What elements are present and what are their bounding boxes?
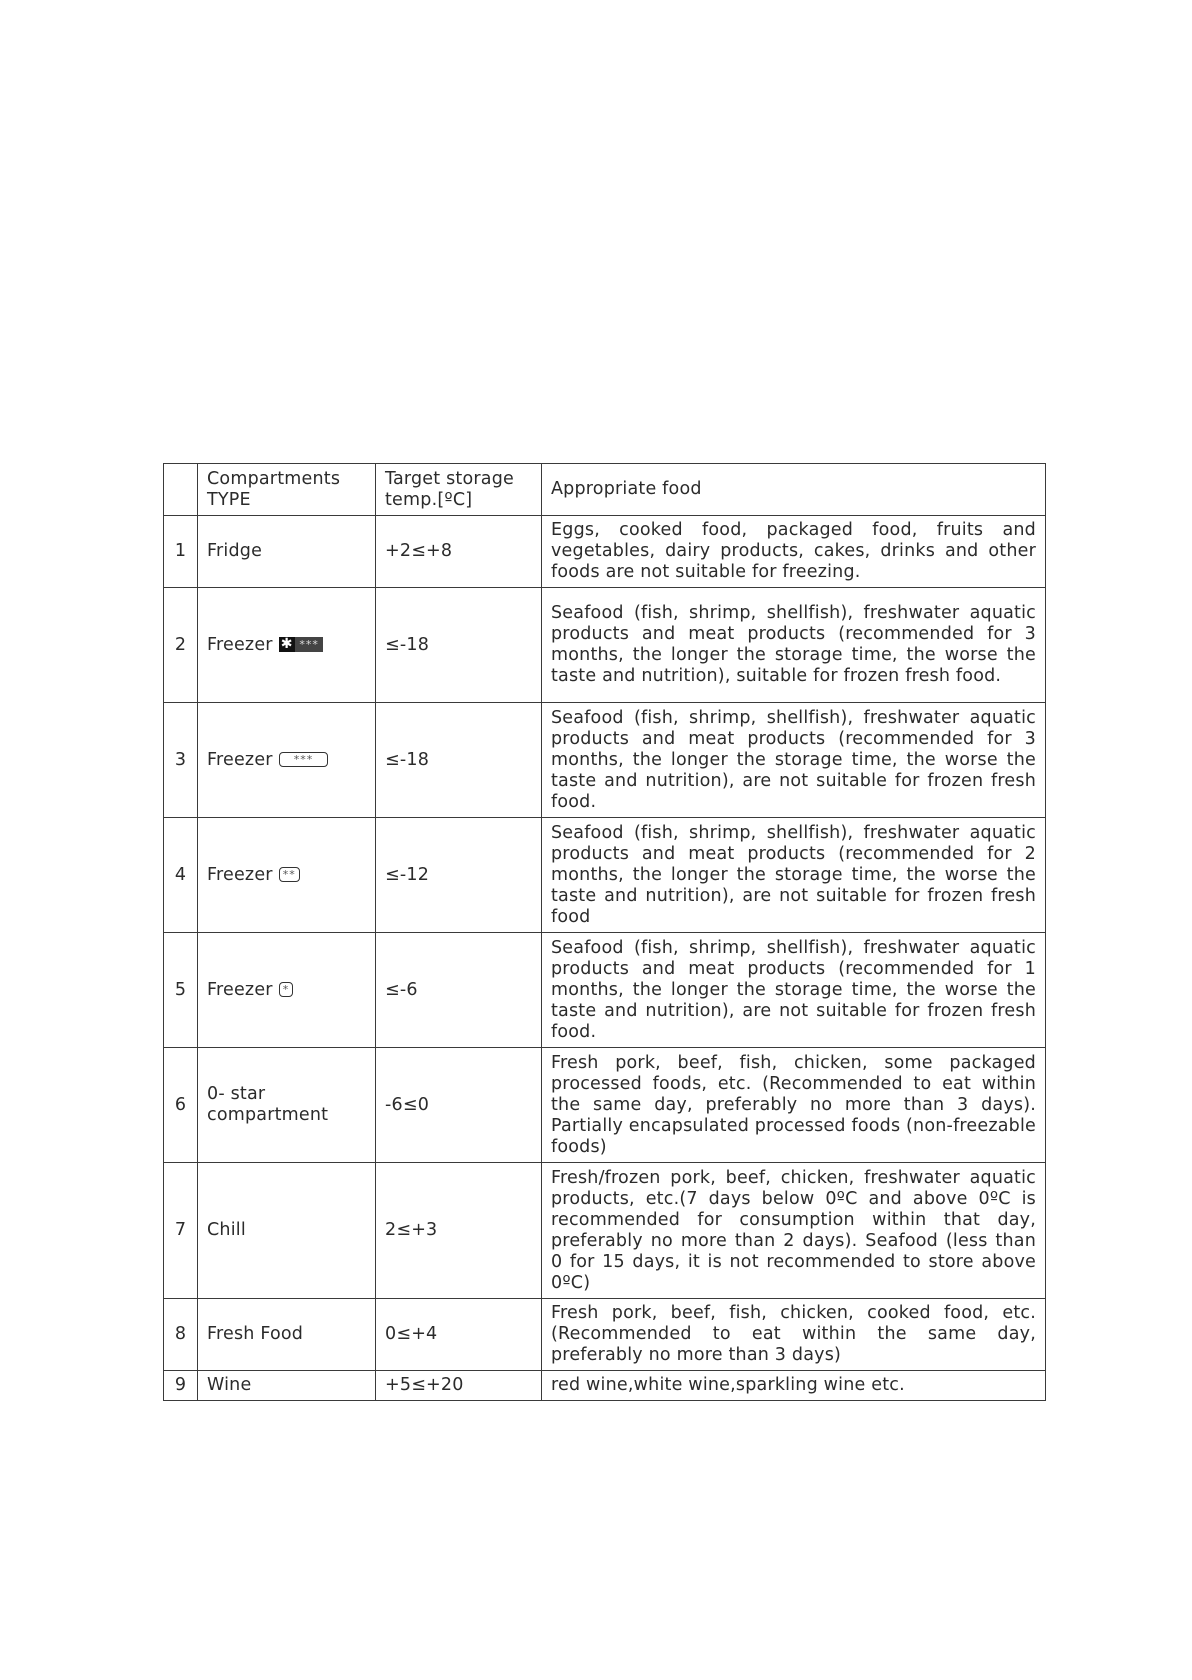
compartment-type-cell [198,818,376,933]
compartment-type: Fridge [198,516,376,588]
table-row [164,1371,1046,1401]
header-compartment-type: Compartments TYPE [198,464,376,516]
target-temp: ≤-12 [376,818,542,933]
target-temp: -6≤0 [376,1048,542,1163]
stars-icon: ** [279,867,300,882]
compartment-type: Fresh Food [198,1299,376,1371]
table-header-row [164,464,1046,516]
header-appropriate-food: Appropriate food [542,464,1046,516]
storage-table [163,463,1046,1401]
target-temp: ≤-6 [376,933,542,1048]
compartment-type: 0- star compartment [198,1048,376,1163]
compartment-type: Freezer [207,749,273,770]
target-temp: +2≤+8 [376,516,542,588]
target-temp: 0≤+4 [376,1299,542,1371]
appropriate-food: Seafood (fish, shrimp, shellfish), freshwater aquatic products and meat products (recommended for 3 months, the longer the storage time, the worse the taste and nutrition), suitable for frozen fresh food. [542,588,1046,703]
compartment-type-cell [198,933,376,1048]
appropriate-food: Seafood (fish, shrimp, shellfish), freshwater aquatic products and meat products (recommended for 2 months, the longer the storage time, the worse the taste and nutrition), are not suitable for frozen fresh food [542,818,1046,933]
compartment-type: Chill [198,1163,376,1299]
compartment-type: Freezer [207,864,273,885]
target-temp: ≤-18 [376,588,542,703]
table-row [164,1299,1046,1371]
snowflake-icon: ✱ [280,636,294,652]
row-number: 5 [164,933,198,1048]
row-number: 9 [164,1371,198,1401]
appropriate-food: Seafood (fish, shrimp, shellfish), freshwater aquatic products and meat products (recommended for 1 months, the longer the storage time, the worse the taste and nutrition), are not suitable for frozen fresh food. [542,933,1046,1048]
row-number: 1 [164,516,198,588]
row-number: 7 [164,1163,198,1299]
appropriate-food: Fresh/frozen pork, beef, chicken, freshwater aquatic products, etc.(7 days below 0ºC and above 0ºC is recommended for consumption within that day, preferably no more than 2 days). Seafood (less than 0 for 15 days, it is not recommended to store above 0ºC) [542,1163,1046,1299]
one-star-freezer-icon [279,982,294,997]
two-star-freezer-icon [279,867,300,882]
table-row [164,588,1046,703]
row-number: 4 [164,818,198,933]
row-number: 6 [164,1048,198,1163]
three-star-freezer-icon [279,752,329,767]
row-number: 3 [164,703,198,818]
appropriate-food: red wine,white wine,sparkling wine etc. [542,1371,1046,1401]
stars-icon: *** [295,637,323,652]
row-number: 2 [164,588,198,703]
table-row [164,818,1046,933]
compartment-type-cell [198,588,376,703]
stars-icon: *** [279,752,329,767]
appropriate-food: Fresh pork, beef, fish, chicken, cooked food, etc. (Recommended to eat within the same day, preferably no more than 3 days) [542,1299,1046,1371]
stars-icon: * [279,982,294,997]
four-star-freezer-icon [279,637,323,652]
header-target-temp: Target storage temp.[ºC] [376,464,542,516]
table-row [164,933,1046,1048]
appropriate-food: Fresh pork, beef, fish, chicken, some packaged processed foods, etc. (Recommended to eat within the same day, preferably no more than 3 days). Partially encapsulated processed foods (non-freezable foods) [542,1048,1046,1163]
header-number [164,464,198,516]
table-row [164,1048,1046,1163]
compartment-type: Freezer [207,634,273,655]
target-temp: 2≤+3 [376,1163,542,1299]
row-number: 8 [164,1299,198,1371]
target-temp: ≤-18 [376,703,542,818]
target-temp: +5≤+20 [376,1371,542,1401]
compartment-type: Wine [198,1371,376,1401]
appropriate-food: Eggs, cooked food, packaged food, fruits and vegetables, dairy products, cakes, drinks and other foods are not suitable for freezing. [542,516,1046,588]
appropriate-food: Seafood (fish, shrimp, shellfish), freshwater aquatic products and meat products (recommended for 3 months, the longer the storage time, the worse the taste and nutrition), are not suitable for frozen fresh food. [542,703,1046,818]
compartment-type: Freezer [207,979,273,1000]
table-row [164,703,1046,818]
compartment-type-cell [198,703,376,818]
table-row [164,516,1046,588]
table-row [164,1163,1046,1299]
